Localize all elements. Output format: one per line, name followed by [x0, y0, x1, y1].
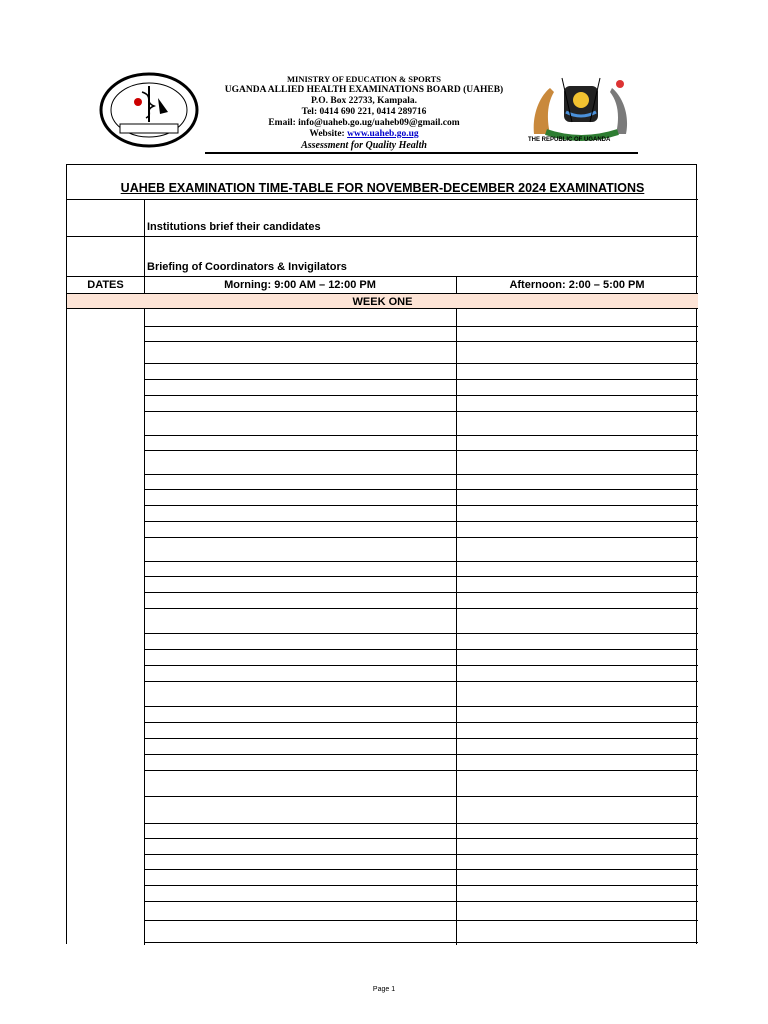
board-name: UGANDA ALLIED HEALTH EXAMINATIONS BOARD (UAHEB): [224, 85, 504, 95]
schedule-row: [144, 838, 698, 839]
schedule-row: [144, 592, 698, 593]
schedule-row: [144, 576, 698, 577]
schedule-row: [144, 738, 698, 739]
timetable-sheet: [66, 164, 697, 944]
schedule-row: [144, 521, 698, 522]
page-number: Page 1: [372, 986, 396, 993]
republic-caption: THE REPUBLIC OF UGANDA: [528, 137, 611, 143]
schedule-row: [144, 450, 698, 451]
postal-address: P.O. Box 22733, Kampala.: [310, 96, 417, 106]
schedule-row: [144, 435, 698, 436]
schedule-row: [144, 395, 698, 396]
coat-of-arms-icon: [526, 74, 638, 146]
brief-coordinators: Briefing of Coordinators & Invigilators: [147, 261, 347, 273]
schedule-row: [144, 823, 698, 824]
website-line: [203, 129, 525, 140]
schedule-row: [144, 754, 698, 755]
schedule-row: [144, 869, 698, 870]
column-divider: [144, 309, 145, 945]
email-line: Email: info@uaheb.go.ug/uaheb09@gmail.com: [268, 118, 460, 128]
tagline: Assessment for Quality Health: [301, 140, 427, 151]
schedule-row: [144, 681, 698, 682]
schedule-row: [144, 665, 698, 666]
schedule-row: [144, 920, 698, 921]
row-divider: [67, 276, 698, 277]
website-label: Website:: [309, 129, 348, 139]
header-dates: DATES: [87, 279, 124, 291]
schedule-row: [144, 474, 698, 475]
timetable-title: UAHEB EXAMINATION TIME-TABLE FOR NOVEMBER-DECEMBER 2024 EXAMINATIONS: [120, 181, 645, 195]
telephone-line: Tel: 0414 690 221, 0414 289716: [301, 107, 427, 117]
schedule-row: [144, 363, 698, 364]
letterhead-text: [203, 74, 525, 151]
schedule-row: [144, 379, 698, 380]
schedule-row: [144, 561, 698, 562]
schedule-row: [144, 505, 698, 506]
schedule-row: [144, 633, 698, 634]
week-one-banner: WEEK ONE: [67, 293, 698, 309]
website-link[interactable]: www.uaheb.go.ug: [347, 129, 419, 139]
schedule-row: [144, 649, 698, 650]
schedule-row: [144, 341, 698, 342]
schedule-row: [144, 326, 698, 327]
schedule-row: [144, 411, 698, 412]
letterhead: [98, 70, 638, 156]
schedule-row: [144, 901, 698, 902]
schedule-row: [144, 942, 698, 943]
letterhead-rule: [205, 152, 638, 154]
schedule-row: [144, 722, 698, 723]
schedule-row: [144, 796, 698, 797]
header-morning: Morning: 9:00 AM – 12:00 PM: [224, 279, 376, 291]
uaheb-seal-icon: [98, 72, 200, 148]
schedule-row: [144, 537, 698, 538]
schedule-row: [144, 885, 698, 886]
schedule-row: [144, 608, 698, 609]
brief-candidates: Institutions brief their candidates: [147, 221, 321, 233]
schedule-row: [144, 489, 698, 490]
column-divider: [456, 309, 457, 945]
schedule-row: [144, 854, 698, 855]
schedule-row: [144, 706, 698, 707]
header-afternoon: Afternoon: 2:00 – 5:00 PM: [509, 279, 645, 291]
row-divider: [67, 199, 698, 200]
row-divider: [67, 236, 698, 237]
schedule-row: [144, 770, 698, 771]
ministry-line: MINISTRY OF EDUCATION & SPORTS: [287, 74, 441, 84]
